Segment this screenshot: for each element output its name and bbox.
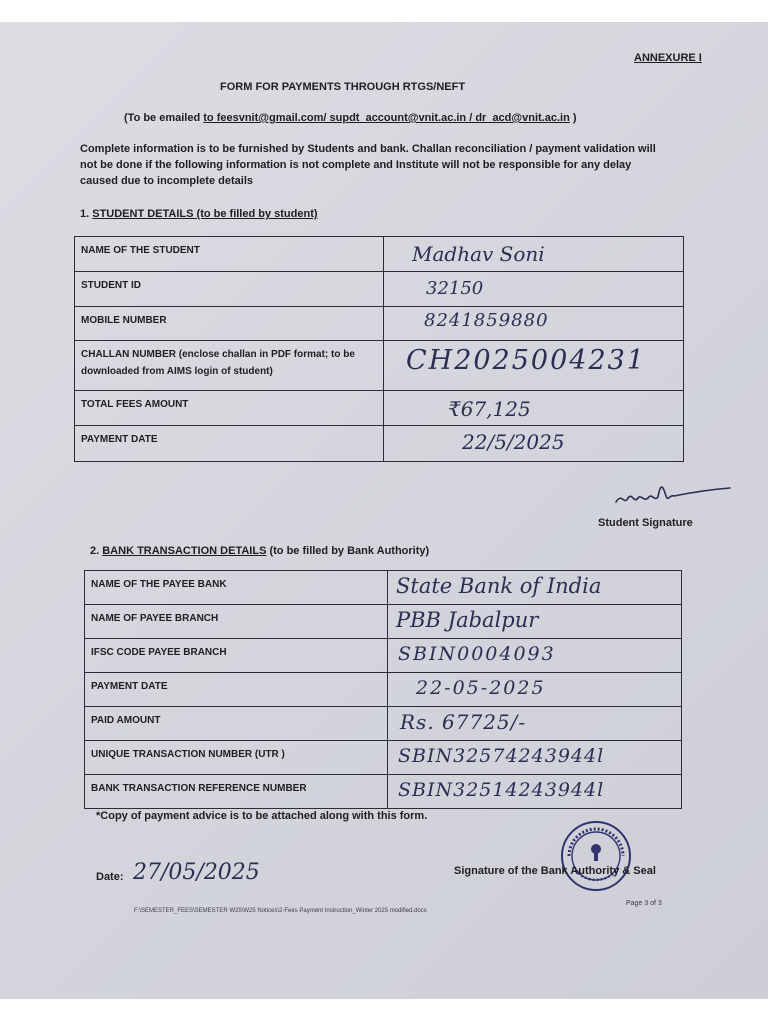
row-label: PAYMENT DATE bbox=[85, 673, 388, 707]
table-row bbox=[85, 673, 682, 707]
table-row bbox=[85, 639, 682, 673]
bank-payment-date-value: 22-05-2025 bbox=[416, 677, 546, 699]
form-paper bbox=[0, 22, 768, 999]
table-row bbox=[75, 341, 684, 391]
mobile-number-value: 8241859880 bbox=[424, 310, 549, 331]
row-label: NAME OF THE PAYEE BANK bbox=[85, 571, 388, 605]
row-value-cell bbox=[388, 571, 682, 605]
student-details-table bbox=[74, 236, 684, 462]
row-value-cell bbox=[384, 307, 684, 341]
email-prefix: (To be emailed bbox=[124, 112, 204, 124]
table-row bbox=[75, 391, 684, 426]
ifsc-code-value: SBIN0004093 bbox=[398, 643, 556, 665]
bank-seal-stamp bbox=[559, 819, 633, 893]
student-section-title: STUDENT DETAILS (to be filled by student) bbox=[92, 208, 318, 220]
row-value-cell bbox=[388, 639, 682, 673]
bank-section-heading bbox=[90, 545, 429, 557]
row-value-cell bbox=[384, 426, 684, 462]
page-number: Page 3 of 3 bbox=[626, 900, 662, 907]
student-signature-scribble bbox=[614, 472, 734, 512]
row-value-cell bbox=[384, 237, 684, 272]
intro-paragraph: Complete information is to be furnished by Students and bank. Challan reconciliation / payment validation will not be done if the following information is not complete and Institute will not be responsible for any delay caused due to incomplete details bbox=[80, 143, 656, 187]
bank-section-title-suffix: (to be filled by Bank Authority) bbox=[266, 545, 430, 557]
table-row bbox=[85, 707, 682, 741]
total-fees-value: ₹67,125 bbox=[448, 397, 531, 421]
row-label: PAID AMOUNT bbox=[85, 707, 388, 741]
student-section-heading bbox=[80, 208, 318, 220]
table-row bbox=[75, 237, 684, 272]
bank-section-number: 2. bbox=[90, 545, 103, 557]
table-row bbox=[85, 571, 682, 605]
row-value-cell bbox=[384, 272, 684, 307]
row-value-cell bbox=[388, 775, 682, 809]
table-row bbox=[75, 426, 684, 462]
challan-number-value: CH2025004231 bbox=[406, 345, 646, 376]
row-label: NAME OF THE STUDENT bbox=[75, 237, 384, 272]
payee-bank-value: State Bank of India bbox=[396, 574, 602, 598]
table-row bbox=[85, 741, 682, 775]
student-payment-date-value: 22/5/2025 bbox=[462, 430, 565, 454]
row-value-cell bbox=[388, 707, 682, 741]
email-addresses: to feesvnit@gmail.com/ supdt_account@vnit.ac.in / dr_acd@vnit.ac.in bbox=[203, 112, 570, 124]
utr-number-value: SBIN32574243944l bbox=[398, 745, 605, 767]
row-label: TOTAL FEES AMOUNT bbox=[75, 391, 384, 426]
email-instruction bbox=[124, 112, 577, 124]
row-label: BANK TRANSACTION REFERENCE NUMBER bbox=[85, 775, 388, 809]
row-label: IFSC CODE PAYEE BRANCH bbox=[85, 639, 388, 673]
bank-section-title: BANK TRANSACTION DETAILS bbox=[102, 545, 267, 557]
row-label: MOBILE NUMBER bbox=[75, 307, 384, 341]
bank-signature-label: Signature of the Bank Authority & Seal bbox=[454, 865, 656, 877]
row-label: STUDENT ID bbox=[75, 272, 384, 307]
table-row bbox=[85, 775, 682, 809]
row-value-cell bbox=[384, 391, 684, 426]
date-value: 27/05/2025 bbox=[133, 860, 260, 885]
date-label: Date: bbox=[96, 871, 124, 883]
row-value-cell bbox=[388, 673, 682, 707]
bank-details-table bbox=[84, 570, 682, 809]
student-id-value: 32150 bbox=[426, 278, 484, 299]
student-section-number: 1. bbox=[80, 208, 93, 220]
table-row bbox=[75, 307, 684, 341]
payee-branch-value: PBB Jabalpur bbox=[396, 608, 539, 632]
row-label: UNIQUE TRANSACTION NUMBER (UTR ) bbox=[85, 741, 388, 775]
bank-reference-value: SBIN32514243944l bbox=[398, 779, 605, 801]
table-row bbox=[85, 605, 682, 639]
student-signature-label: Student Signature bbox=[598, 517, 693, 529]
row-value-cell bbox=[388, 605, 682, 639]
student-name-value: Madhav Soni bbox=[412, 242, 545, 266]
copy-note: *Copy of payment advice is to be attached along with this form. bbox=[96, 810, 428, 822]
paid-amount-value: Rs. 67725/- bbox=[400, 710, 527, 734]
email-suffix: ) bbox=[569, 112, 577, 124]
row-label: CHALLAN NUMBER (enclose challan in PDF format; to be downloaded from AIMS login of student) bbox=[75, 341, 384, 391]
row-label: NAME OF PAYEE BRANCH bbox=[85, 605, 388, 639]
annexure-label: ANNEXURE I bbox=[634, 52, 702, 64]
row-value-cell bbox=[384, 341, 684, 391]
file-path-footer: F:\SEMESTER_FEES\SEMESTER W25\W25 Notices\2-Fees Payment Instruction_Winter 2025 modified.docx bbox=[134, 908, 427, 914]
row-value-cell bbox=[388, 741, 682, 775]
form-title: FORM FOR PAYMENTS THROUGH RTGS/NEFT bbox=[220, 81, 466, 93]
table-row bbox=[75, 272, 684, 307]
row-label: PAYMENT DATE bbox=[75, 426, 384, 462]
